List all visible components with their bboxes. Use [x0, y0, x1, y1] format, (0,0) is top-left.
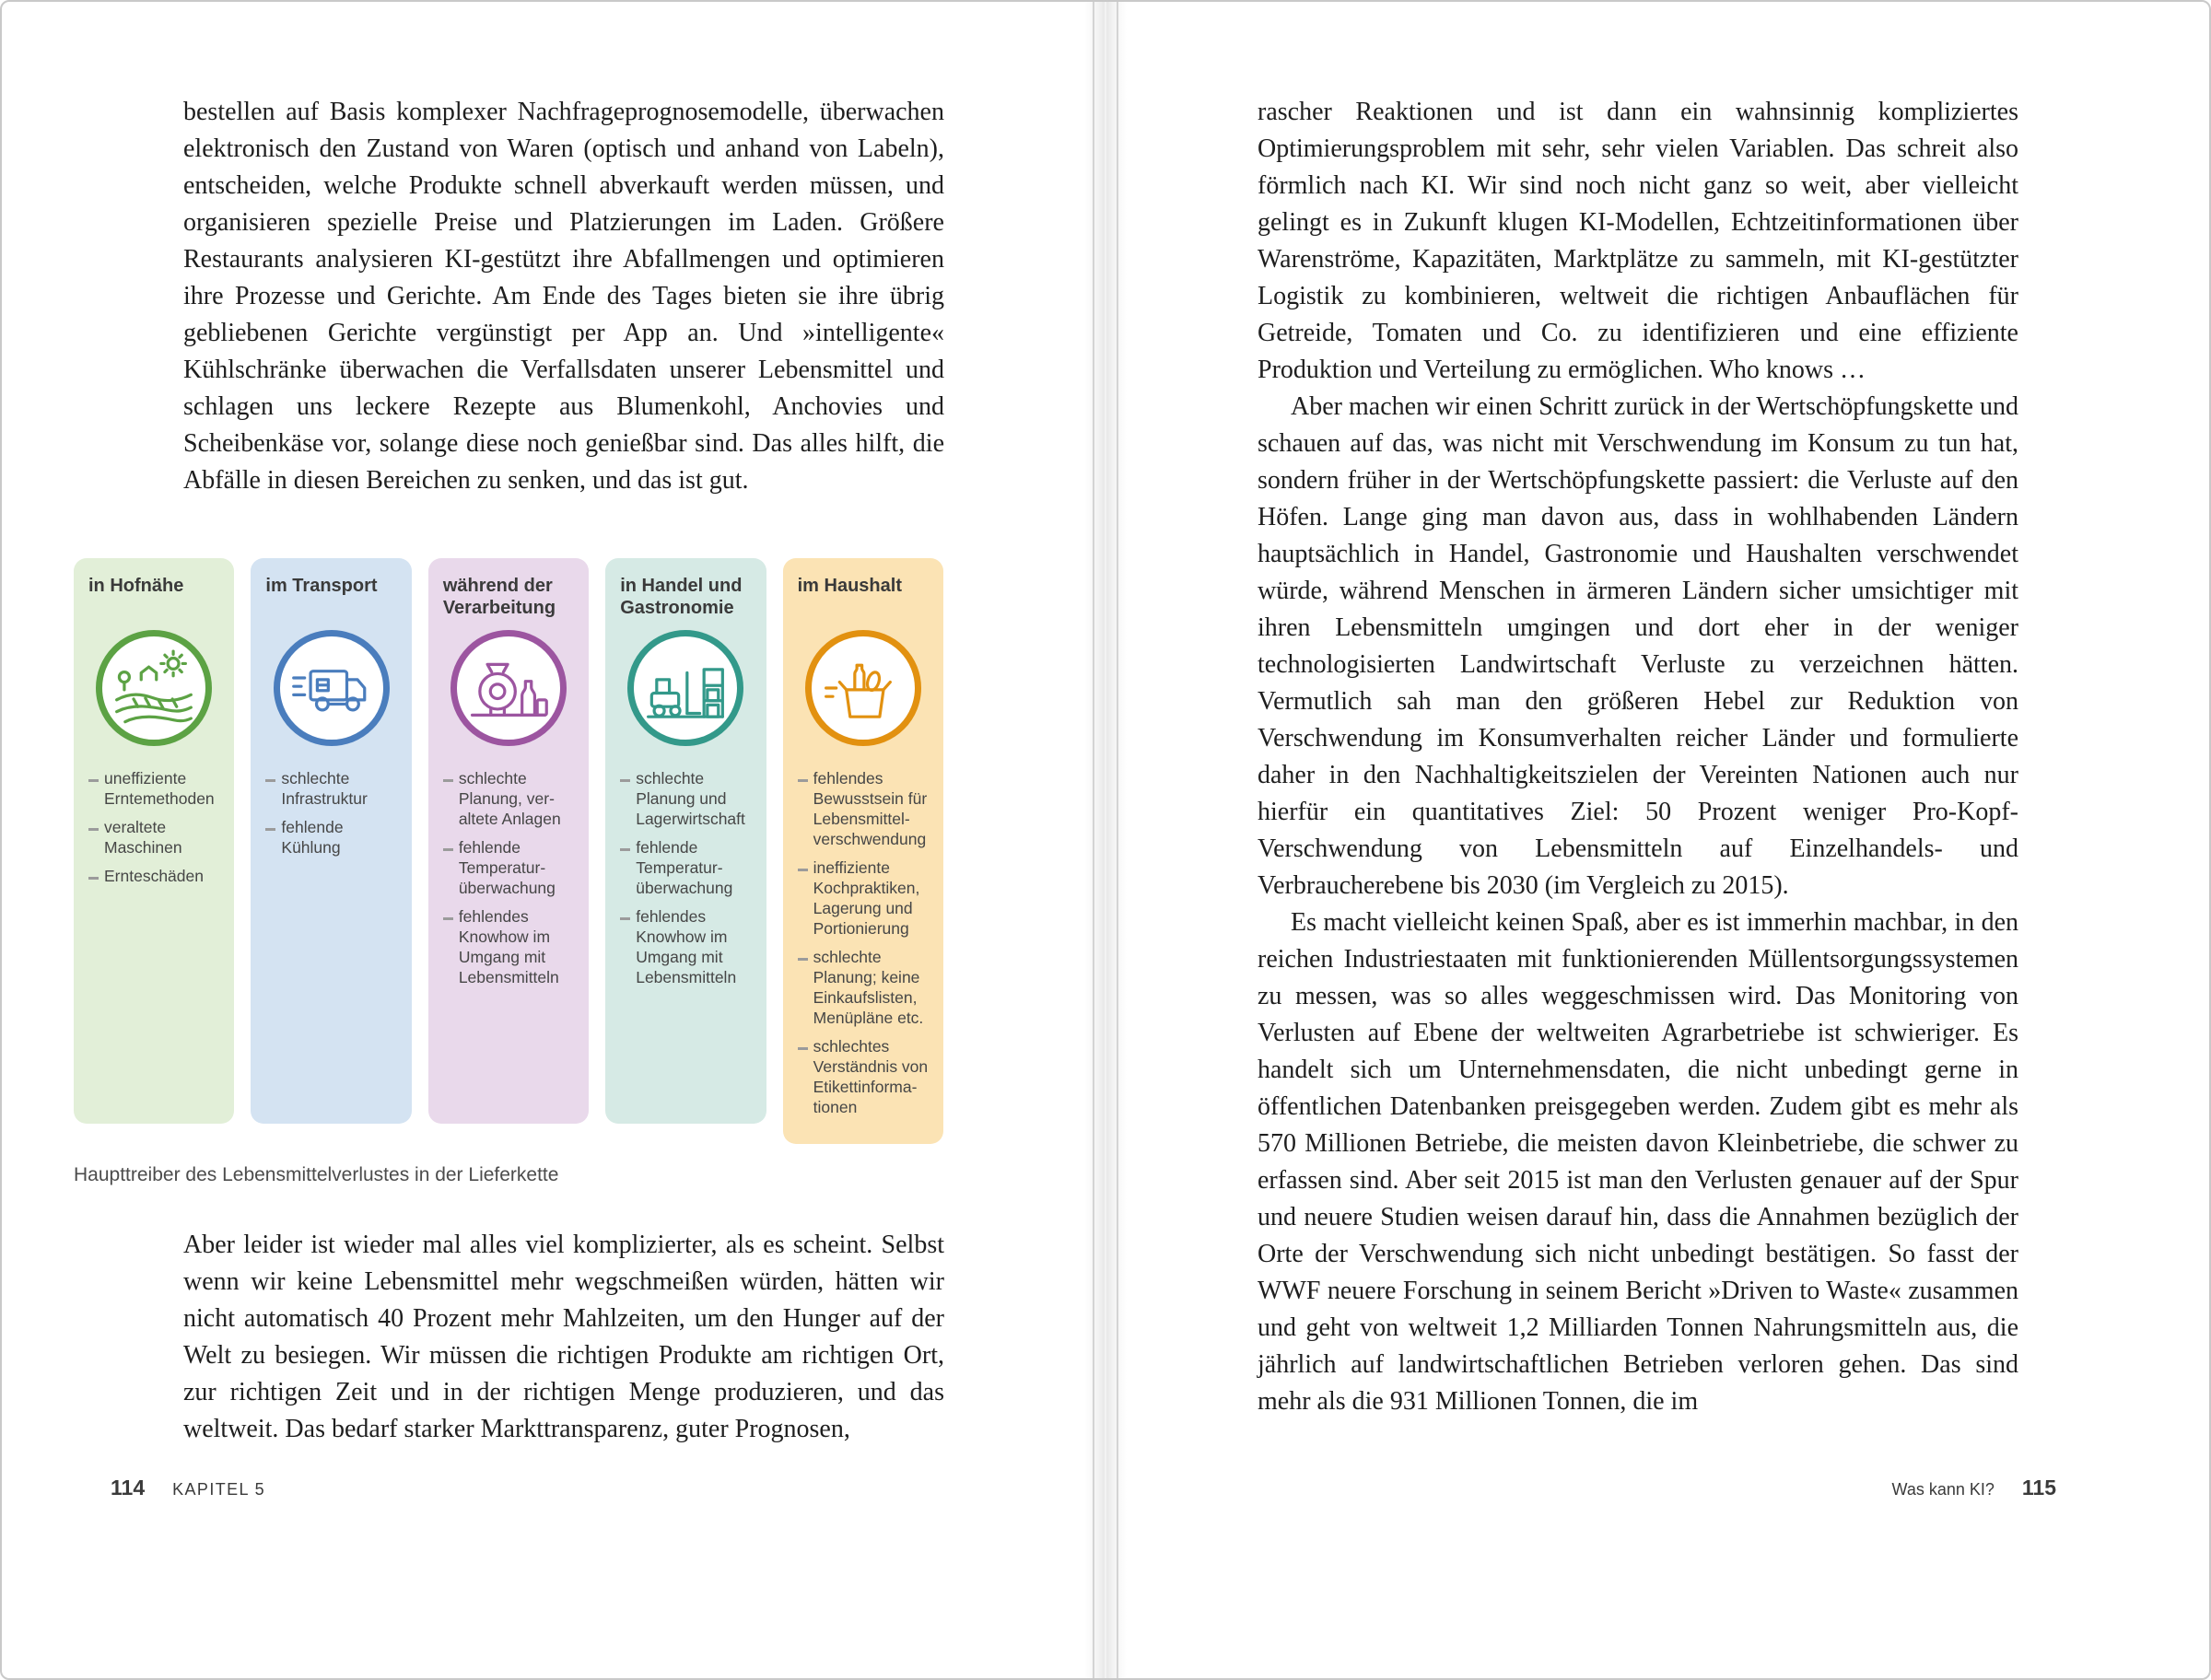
card-item: schlechtes Verständnis von Etikettinformationen: [798, 1036, 929, 1117]
card-item: veraltete Maschinen: [88, 817, 219, 858]
card-item-list: [265, 768, 396, 858]
forklift-icon: [627, 630, 743, 746]
card-item: schlechte Planung; keine Einkaufslisten, Menüpläne etc.: [798, 947, 929, 1028]
delivery-van-icon: [274, 630, 390, 746]
grocery-box-icon: [805, 630, 921, 746]
card-title: während der Verarbeitung: [442, 576, 556, 618]
figure-caption: Haupttreiber des Lebensmittelverlustes in der Lieferkette: [74, 1164, 559, 1185]
right-page: [1107, 2, 2211, 1678]
card-item: fehlende Temperaturüberwachung: [443, 837, 574, 898]
card-item: uneffiziente Erntemethoden: [88, 768, 219, 809]
infographic-card-verarbeitung: [428, 558, 589, 1124]
paragraph: rascher Reaktionen und ist dann ein wahnsinnig kompliziertes Optimierungsproblem mit sehr, sehr vielen Variablen. Das schreit also förmlich nach KI. Wir sind noch nicht ganz so weit, aber vielleicht gelingt es in Zukunft klugen KI-Modellen, Echtzeitinformationen über Warenströme, Kapazitäten, Marktplätze zu sammeln, mit KI-gestützter Logistik zu kombinieren, weltweit die richtigen Anbauflächen für Getreide, Tomaten und Co. zu identifizieren und eine effiziente Produktion und Verteilung zu ermöglichen. Who knows …: [1258, 98, 2018, 384]
card-title: in Hofnähe: [88, 576, 184, 596]
card-item: fehlende Kühlung: [265, 817, 396, 858]
left-page-footer: [111, 1476, 265, 1500]
card-item: fehlende Temperaturüberwachung: [620, 837, 751, 898]
card-item-list: [798, 768, 929, 1117]
left-paragraph-bottom: [183, 1227, 944, 1448]
running-title: Was kann KI?: [1891, 1480, 1995, 1499]
card-item: schlechte Infrastruktur: [265, 768, 396, 809]
card-item-list: [443, 768, 574, 987]
left-page: [2, 2, 1107, 1678]
processing-machine-icon: [450, 630, 567, 746]
card-item: schlechte Planung und Lagerwirtschaft: [620, 768, 751, 829]
paragraph: Aber leider ist wieder mal alles viel komplizierter, als es scheint. Selbst wenn wir keine Lebensmittel mehr wegschmeißen würden, hätten wir nicht automatisch 40 Prozent mehr Mahlzeiten, um den Hunger auf der Welt zu besiegen. Wir müssen die richtigen Produkte am richtigen Ort, zur richtigen Zeit und in der richtigen Menge produzieren, und das weltweit. Das bedarf starker Markttransparenz, guter Prognosen,: [183, 1231, 944, 1443]
card-item: fehlendes Knowhow im Umgang mit Lebensmitteln: [443, 906, 574, 987]
infographic-card-haushalt: [783, 558, 943, 1144]
card-item-list: [620, 768, 751, 987]
card-item-list: [88, 768, 219, 886]
card-title: im Haushalt: [797, 576, 902, 596]
infographic-card-hofnaehe: [74, 558, 234, 1124]
chapter-label: KAPITEL 5: [172, 1480, 266, 1499]
card-item: fehlendes Knowhow im Umgang mit Lebensmitteln: [620, 906, 751, 987]
right-page-footer: [1892, 1476, 2057, 1500]
card-item: Ernteschäden: [88, 866, 219, 886]
left-paragraph-top: [183, 94, 944, 499]
card-title: im Transport: [265, 576, 378, 596]
book-spine: [1084, 2, 1127, 1678]
infographic-card-handel-gastronomie: [605, 558, 766, 1124]
right-text-block: [1258, 94, 2018, 1420]
farm-field-icon: [96, 630, 212, 746]
card-item: ineffiziente Kochpraktiken, Lagerung und Portionierung: [798, 858, 929, 939]
paragraph: Es macht vielleicht keinen Spaß, aber es ist immerhin machbar, in den reichen Industriestaaten mit funktionierenden Müllentsorgungssystemen zu messen, was so alles weggeschmissen wird. Das Monitoring von Verlusten auf Ebene der weltweiten Agrarbetriebe ist schwieriger. Es handelt sich um Unternehmensdaten, die nicht unbedingt gerne in öffentlichen Datenbanken preisgegeben werden. Zudem gibt es mehr als 570 Millionen Betriebe, die meisten davon Kleinbetriebe, die schwer zu erfassen sind. Aber seit 2015 ist man den Verlusten genauer auf der Spur und neuere Studien weisen darauf hin, dass die Annahmen bezüglich der Orte der Verschwendung sich nicht unbedingt bestätigen. So fasst der WWF neuere Forschung in seinem Bericht »Driven to Waste« zusammen und geht von weltweit 1,2 Milliarden Tonnen Nahrungsmitteln aus, die jährlich auf landwirtschaftlichen Betrieben verloren gehen. Das sind mehr als die 931 Millionen Tonnen, die im: [1258, 908, 2018, 1416]
infographic-card-transport: [251, 558, 411, 1124]
card-title: in Handel und Gastronomie: [620, 576, 743, 618]
card-item: fehlendes Bewusstsein für Lebensmittelverschwendung: [798, 768, 929, 849]
paragraph: bestellen auf Basis komplexer Nachfrageprognosemodelle, überwachen elektronisch den Zustand von Waren (optisch und anhand von Labeln), entscheiden, welche Produkte schnell abverkauft werden müssen, und organisieren spezielle Preise und Platzierungen im Laden. Größere Restaurants analysieren KI-gestützt ihre Abfallmengen und optimieren ihre Prozesse und Gerichte. Am Ende des Tages bieten sie ihre übrig gebliebenen Gerichte vergünstigt per App an. Und »intelligente« Kühlschränke überwachen die Verfallsdaten unserer Lebensmittel und schlagen uns leckere Rezepte aus Blumenkohl, Anchovies und Scheibenkäse vor, solange diese noch genießbar sind. Das alles hilft, die Abfälle in diesen Bereichen zu senken, und das ist gut.: [183, 98, 944, 495]
paragraph: Aber machen wir einen Schritt zurück in der Wertschöpfungskette und schauen auf das, was nicht mit Verschwendung im Konsum zu tun hat, sondern früher in der Wertschöpfungskette passiert: die Verluste auf den Höfen. Lange ging man davon aus, dass in wohlhabenden Ländern hauptsächlich in Handel, Gastronomie und Haushalten verschwendet würde, während Menschen in ärmeren Ländern sicher umsichtiger mit ihren Lebensmitteln umgingen und dort eher in der weniger technologisierten Landwirtschaft Verluste zu verzeichnen hätten. Vermutlich sah man den größeren Hebel zur Reduktion von Verschwendung im Konsumverhalten reicher Länder und formulierte daher in den Nachhaltigkeitszielen der Vereinten Nationen auch nur hierfür ein quantitatives Ziel: 50 Prozent weniger Pro-Kopf-Verschwendung von Lebensmitteln auf Einzelhandels- und Verbraucherebene bis 2030 (im Vergleich zu 2015).: [1258, 392, 2018, 900]
page-number: 115: [2021, 1476, 2056, 1499]
page-number: 114: [111, 1476, 146, 1499]
card-item: schlechte Planung, veraltete Anlagen: [443, 768, 574, 829]
supply-chain-infographic: [74, 558, 943, 1144]
